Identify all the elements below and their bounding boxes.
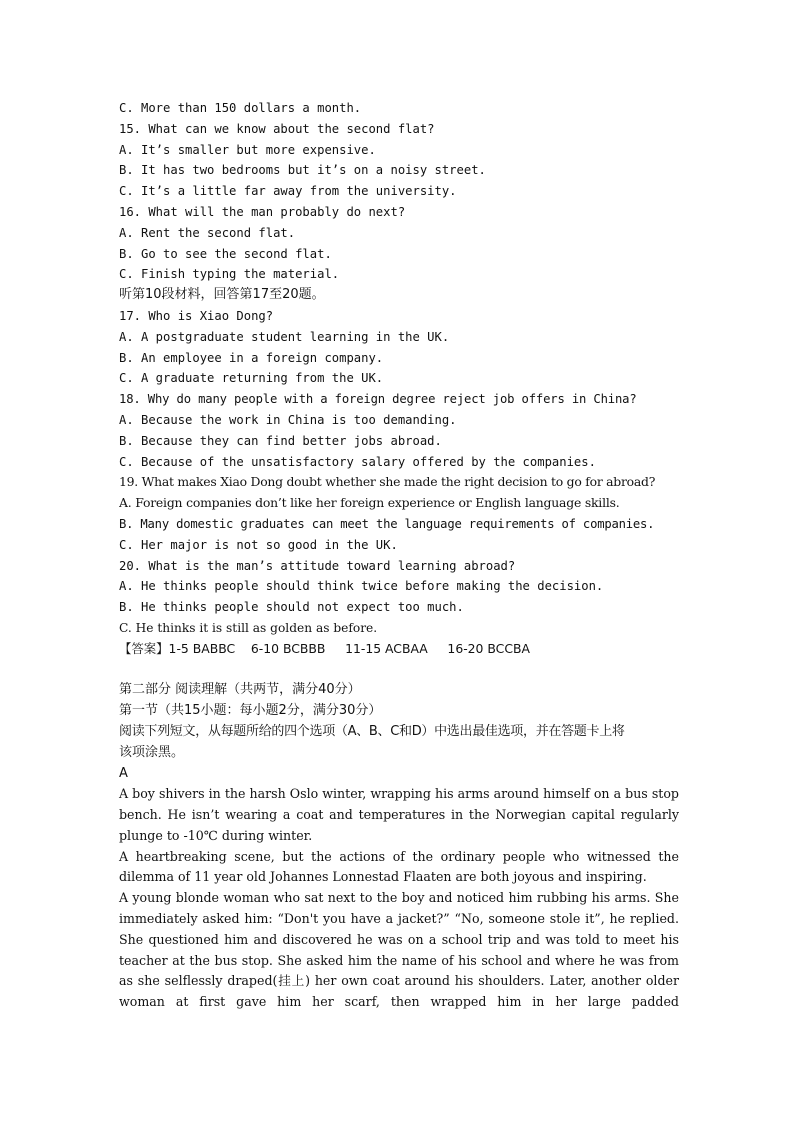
option-a-q15: A. It’s smaller but more expensive.: [119, 142, 376, 157]
question-15: 15. What can we know about the second flat?: [119, 121, 435, 136]
answer-key: 【答案】1-5 BABBC 6-10 BCBBB 11-15 ACBAA 16-20 BCCBA: [119, 640, 530, 656]
listening-section: [119, 98, 679, 660]
option-c-q19: C. Her major is not so good in the UK.: [119, 537, 398, 552]
passage-paragraph-3: A young blonde woman who sat next to the boy and noticed him rubbing his arms. She immediately asked him: “Don't you have a jacket?” “No, someone stole it”, he replied. She questioned him and discovered he was on a school trip and was told to meet his teacher at the bus stop. She asked him the name of his school and where he was from as she selflessly draped(挂上) her own coat around his shoulders. Later, another older woman at first gave him her scarf, then wrapped him in her large padded: [119, 890, 679, 1010]
section-title: 第二部分 阅读理解（共两节，满分40分）: [119, 682, 361, 698]
passage-paragraph-2: A heartbreaking scene, but the actions of the ordinary people who witnessed the dilemma of 11 year old Johannes Lonnestad Flaaten are both joyous and inspiring.: [119, 848, 679, 885]
option-c-q14: C. More than 150 dollars a month.: [119, 101, 362, 115]
question-16: 16. What will the man probably do next?: [119, 204, 406, 219]
question-20: 20. What is the man’s attitude toward learning abroad?: [119, 558, 516, 573]
option-c-q20: C. He thinks it is still as golden as before.: [119, 620, 378, 635]
option-b-q20: B. He thinks people should not expect too much.: [119, 600, 464, 615]
option-c-q18: C. Because of the unsatisfactory salary offered by the companies.: [119, 454, 596, 469]
option-b-q19: B. Many domestic graduates can meet the language requirements of companies.: [119, 516, 655, 531]
option-a-q17: A. A postgraduate student learning in the UK.: [119, 329, 450, 344]
option-a-q19: A. Foreign companies don’t like her foreign experience or English language skills.: [119, 495, 620, 511]
option-b-q17: B. An employee in a foreign company.: [119, 350, 384, 365]
document-page: [119, 98, 679, 1013]
reading-section: [119, 680, 679, 1013]
option-c-q15: C. It’s a little far away from the university.: [119, 184, 457, 199]
material-10-instruction: 听第10段材料，回答第17至20题。: [119, 287, 325, 303]
option-a-q18: A. Because the work in China is too demanding.: [119, 412, 457, 427]
instruction-line-1: 阅读下列短文，从每题所给的四个选项（A、B、C和D）中选出最佳选项，并在答题卡上将: [119, 723, 625, 739]
instruction-line-2: 该项涂黑。: [119, 744, 185, 760]
section-spacer: [119, 660, 679, 681]
passage-paragraph-1: A boy shivers in the harsh Oslo winter, wrapping his arms around himself on a bus stop bench. He isn’t wearing a coat and temperatures in the Norwegian capital regularly plunge to -10℃ during winter.: [119, 786, 679, 843]
subsection-title: 第一节（共15小题：每小题2分，满分30分）: [119, 703, 382, 719]
question-18: 18. Why do many people with a foreign degree reject job offers in China?: [119, 392, 637, 407]
passage-label: A: [119, 765, 128, 781]
option-c-q16: C. Finish typing the material.: [119, 267, 340, 282]
question-19: 19. What makes Xiao Dong doubt whether she made the right decision to go for abroad?: [119, 474, 656, 490]
option-b-q18: B. Because they can find better jobs abroad.: [119, 433, 442, 448]
question-17: 17. Who is Xiao Dong?: [119, 308, 274, 323]
option-b-q15: B. It has two bedrooms but it’s on a noisy street.: [119, 163, 486, 178]
option-a-q20: A. He thinks people should think twice before making the decision.: [119, 579, 604, 594]
option-a-q16: A. Rent the second flat.: [119, 225, 296, 240]
option-c-q17: C. A graduate returning from the UK.: [119, 371, 384, 386]
option-b-q16: B. Go to see the second flat.: [119, 246, 332, 261]
